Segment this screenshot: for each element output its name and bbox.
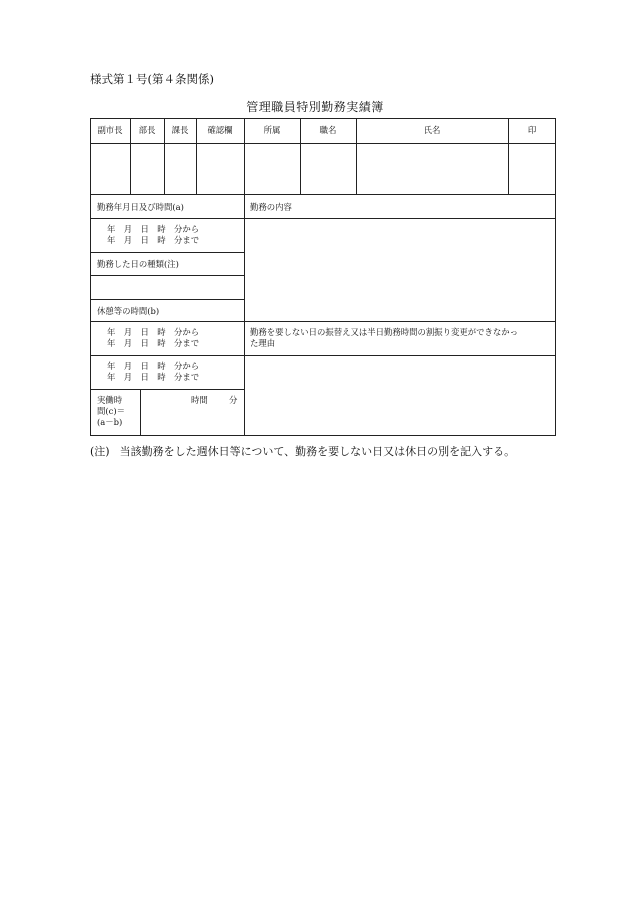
- break-time-label: 休憩等の時間(b): [97, 306, 160, 316]
- header-name: 氏名: [423, 125, 441, 135]
- actual-hours-divider: [140, 389, 141, 436]
- form-number: 様式第１号(第４条関係): [90, 72, 214, 86]
- header-section-chief: 課長: [171, 125, 189, 135]
- actual-hours-label-line3: (a－b): [97, 417, 123, 427]
- affiliation-field[interactable]: [245, 144, 300, 194]
- minutes-unit: 分: [229, 395, 238, 405]
- day-type-label: 勤務した日の種類(注): [97, 259, 179, 269]
- reason-label-line1: 勤務を要しない日の振替え又は半日勤務時間の割振り変更ができなかっ: [250, 327, 518, 337]
- header-affiliation: 所属: [263, 125, 281, 135]
- work-content-label: 勤務の内容: [250, 202, 292, 212]
- middle-row-divider: [90, 321, 556, 322]
- name-field[interactable]: [357, 144, 508, 194]
- period3-from[interactable]: 年 月 日 時 分から: [107, 361, 200, 371]
- actual-hours-label-line1: 実働時: [97, 395, 123, 405]
- reason-field[interactable]: [245, 356, 555, 435]
- confirmation-field[interactable]: [197, 144, 244, 194]
- work-datetime-label: 勤務年月日及び時間(a): [97, 202, 184, 212]
- header-department-head: 部長: [138, 125, 156, 135]
- period3-to[interactable]: 年 月 日 時 分まで: [107, 372, 200, 382]
- table-border-bottom: [90, 435, 556, 436]
- left-divider-1: [90, 252, 244, 253]
- header-vice-mayor: 副市長: [97, 125, 123, 135]
- position-field[interactable]: [301, 144, 356, 194]
- record-table: [90, 118, 556, 436]
- header-position: 職名: [319, 125, 337, 135]
- period1-to[interactable]: 年 月 日 時 分まで: [107, 235, 200, 245]
- seal-field[interactable]: [509, 144, 555, 194]
- hours-unit: 時間: [191, 395, 208, 405]
- period1-from[interactable]: 年 月 日 時 分から: [107, 224, 200, 234]
- sign-row-divider: [90, 194, 556, 195]
- table-border-right: [555, 118, 556, 436]
- footnote-text: 当該勤務をした週休日等について、勤務を要しない日又は休日の別を記入する。: [119, 445, 516, 458]
- day-type-field[interactable]: [91, 276, 244, 299]
- header-confirmation: 確認欄: [207, 125, 233, 135]
- period2-to[interactable]: 年 月 日 時 分まで: [107, 338, 200, 348]
- left-divider-4: [90, 389, 244, 390]
- left-divider-3: [90, 299, 244, 300]
- work-content-field[interactable]: [245, 219, 555, 321]
- footnote-mark: (注): [90, 445, 110, 458]
- table-border-top: [90, 118, 556, 119]
- document-title: 管理職員特別勤務実績簿: [246, 100, 384, 114]
- footnote: [90, 443, 515, 459]
- vice-mayor-stamp-field[interactable]: [91, 144, 130, 194]
- department-head-stamp-field[interactable]: [131, 144, 164, 194]
- reason-label-line2: た理由: [250, 338, 276, 348]
- period2-from[interactable]: 年 月 日 時 分から: [107, 327, 200, 337]
- actual-hours-label-line2: 間(c)＝: [97, 406, 125, 416]
- header-seal: 印: [527, 125, 537, 135]
- section-chief-stamp-field[interactable]: [165, 144, 196, 194]
